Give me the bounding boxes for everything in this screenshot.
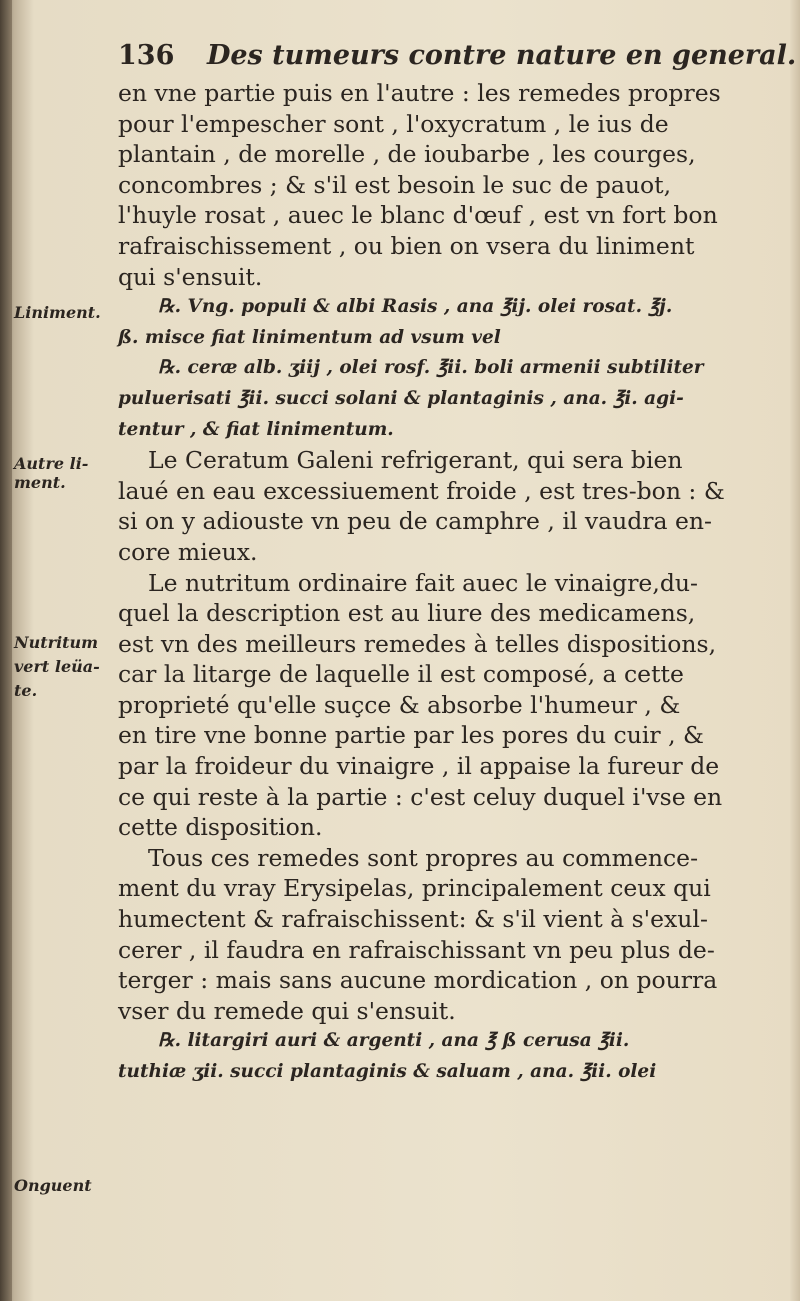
text-line: qui s'ensuit. (118, 262, 263, 291)
binding-gutter (0, 0, 12, 1301)
text-line: concombres ; & s'il est besoin le suc de pauot, (118, 170, 672, 199)
running-title: Des tumeurs contre nature en general. (206, 40, 797, 71)
text-line: core mieux. (118, 537, 258, 566)
text-line: cerer , il faudra en rafraischissant vn peu plus de- (118, 935, 715, 964)
margin-note-autre-liniment-cont: ment. (14, 473, 66, 492)
margin-note-liniment: Liniment. (14, 303, 101, 322)
recipe-line: ℞. Vng. populi & albi Rasis , ana ℥ij. olei rosat. ℥j. (158, 296, 673, 318)
text-line: quel la description est au liure des medicamens, (118, 599, 696, 628)
margin-note-autre-liniment: Autre li- (14, 454, 89, 473)
page-number: 136 (118, 40, 175, 71)
text-line: est vn des meilleurs remedes à telles dispositions, (118, 629, 717, 658)
margin-note-nutritum: Nutritum (14, 633, 99, 652)
text-line: par la froideur du vinaigre , il appaise la fureur de (118, 752, 720, 781)
text-line: terger : mais sans aucune mordication , on pourra (118, 966, 718, 995)
text-line: car la litarge de laquelle il est composé, a cette (118, 660, 684, 689)
margin-note-nutritum-cont: vert leüa- (14, 657, 100, 676)
text-line: en vne partie puis en l'autre : les remedes propres (118, 79, 721, 107)
text-line: vser du remede qui s'ensuit. (118, 996, 456, 1025)
text-line: en tire vne bonne partie par les pores du cuir , & (118, 721, 704, 750)
text-line: l'huyle rosat , auec le blanc d'œuf , est vn fort bon (118, 201, 718, 230)
text-line: laué en eau excessiuement froide , est tres-bon : & (118, 476, 725, 505)
recipe-line: tentur , & fiat linimentum. (118, 418, 394, 440)
text-line: proprieté qu'elle suçce & absorbe l'humeur , & (118, 690, 681, 719)
page-header (118, 40, 797, 80)
body-text (118, 78, 766, 1088)
text-line: si on y adiouste vn peu de camphre , il vaudra en- (118, 507, 712, 536)
margin-note-nutritum-end: te. (14, 681, 38, 700)
text-line: Le Ceratum Galeni refrigerant, qui sera bien (148, 446, 683, 475)
recipe-line: ß. misce fiat linimentum ad vsum vel (118, 326, 501, 348)
recipe-line: ℞. ceræ alb. ʒiij , olei rosf. ℥ii. boli armenii subtiliter (158, 357, 704, 379)
text-line: plantain , de morelle , de ioubarbe , les courges, (118, 140, 696, 169)
text-line: Tous ces remedes sont propres au commence- (148, 843, 699, 872)
recipe-line: ℞. litargiri auri & argenti , ana ℥ ß cerusa ℥ii. (158, 1030, 630, 1052)
text-line: cette disposition. (118, 813, 323, 842)
margin-note-onguent: Onguent (14, 1176, 92, 1195)
text-line: ce qui reste à la partie : c'est celuy duquel i'vse en (118, 782, 723, 811)
text-line: pour l'empescher sont , l'oxycratum , le ius de (118, 109, 669, 138)
text-line: Le nutritum ordinaire fait auec le vinaigre,du- (148, 568, 698, 597)
recipe-line: puluerisati ℥ii. succi solani & plantaginis , ana. ℥i. agi- (118, 387, 684, 409)
recipe-line: tuthiæ ʒii. succi plantaginis & saluam , ana. ℥ii. olei (118, 1061, 657, 1082)
text-line: humectent & rafraischissent: & s'il vient à s'exul- (118, 905, 708, 934)
text-line: rafraischissement , ou bien on vsera du liniment (118, 231, 695, 260)
page-edge (790, 0, 800, 1301)
text-line: ment du vray Erysipelas, principalement ceux qui (118, 874, 711, 903)
